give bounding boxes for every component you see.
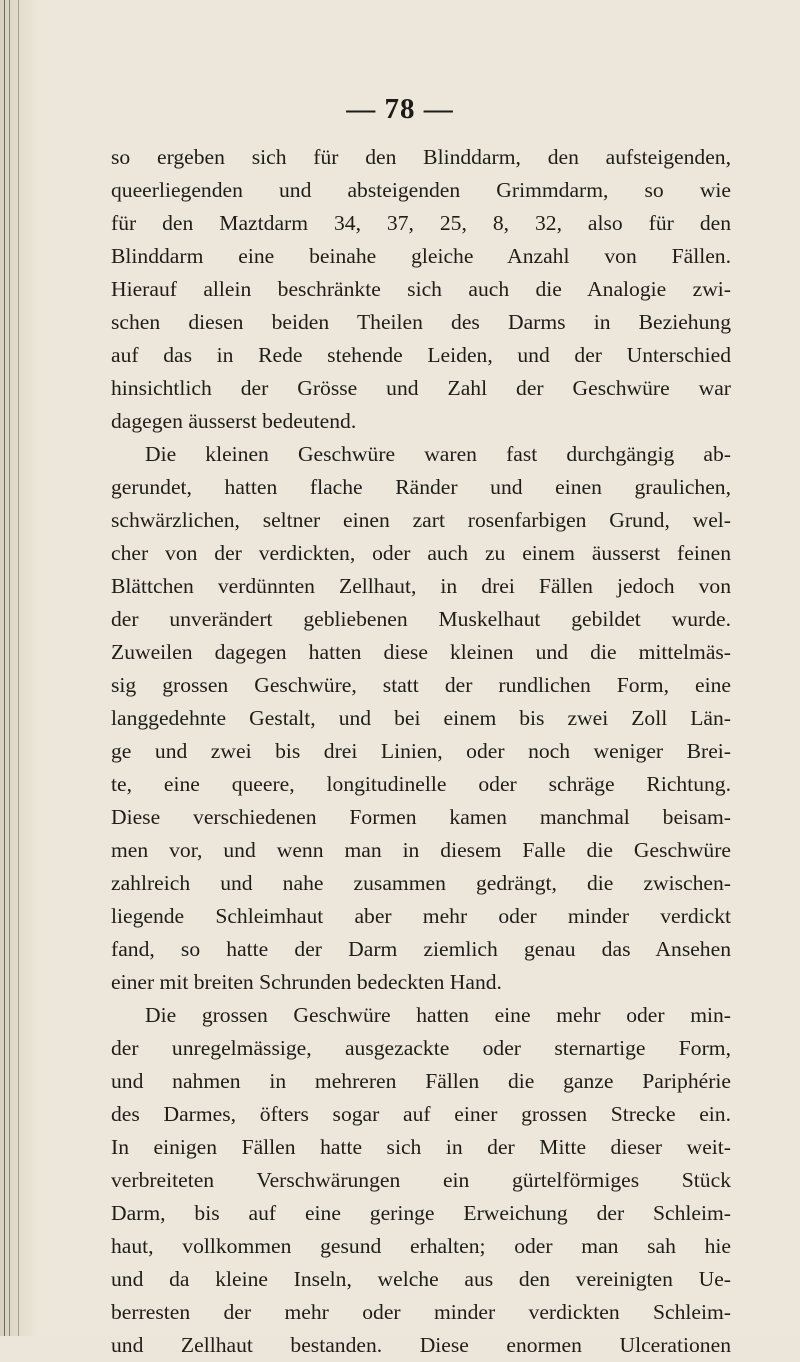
spine-edge-line (9, 0, 10, 1336)
text-line: für den Maztdarm 34, 37, 25, 8, 32, also für den (111, 211, 731, 235)
book-spine-shadow (0, 0, 40, 1336)
text-line: langgedehnte Gestalt, und bei einem bis zwei Zoll Län- (111, 706, 731, 730)
text-line: und Zellhaut bestanden. Diese enormen Ulcerationen (111, 1333, 731, 1357)
text-line: queerliegenden und absteigenden Grimmdarm, so wie (111, 178, 731, 202)
spine-edge-line (18, 0, 19, 1336)
text-line: dagegen äusserst bedeutend. (111, 409, 357, 433)
text-line: fand, so hatte der Darm ziemlich genau das Ansehen (111, 937, 731, 961)
text-line: cher von der verdickten, oder auch zu einem äusserst feinen (111, 541, 731, 565)
text-line: haut, vollkommen gesund erhalten; oder man sah hie (111, 1234, 731, 1258)
text-line: schwärzlichen, seltner einen zart rosenfarbigen Grund, wel- (111, 508, 731, 532)
text-line: liegende Schleimhaut aber mehr oder minder verdickt (111, 904, 731, 928)
text-line: Diese verschiedenen Formen kamen manchmal beisam- (111, 805, 731, 829)
body-text (111, 141, 731, 1362)
text-line: ge und zwei bis drei Linien, oder noch weniger Brei- (111, 739, 731, 763)
text-line: des Darmes, öfters sogar auf einer grossen Strecke ein. (111, 1102, 731, 1126)
text-line: Blättchen verdünnten Zellhaut, in drei Fällen jedoch von (111, 574, 731, 598)
text-line: Blinddarm eine beinahe gleiche Anzahl von Fällen. (111, 244, 731, 268)
text-line: Die kleinen Geschwüre waren fast durchgängig ab- (145, 442, 731, 466)
spine-edge-line (4, 0, 5, 1336)
text-line: men vor, und wenn man in diesem Falle die Geschwüre (111, 838, 731, 862)
text-line: berresten der mehr oder minder verdickten Schleim- (111, 1300, 731, 1324)
text-line: zahlreich und nahe zusammen gedrängt, die zwischen- (111, 871, 731, 895)
text-line: hinsichtlich der Grösse und Zahl der Geschwüre war (111, 376, 731, 400)
text-line: Die grossen Geschwüre hatten eine mehr oder min- (145, 1003, 731, 1027)
text-line: sig grossen Geschwüre, statt der rundlichen Form, eine (111, 673, 731, 697)
text-line: Hierauf allein beschränkte sich auch die Analogie zwi- (111, 277, 731, 301)
text-line: auf das in Rede stehende Leiden, und der Unterschied (111, 343, 731, 367)
page-number-header: — 78 — (346, 93, 454, 125)
text-line: und nahmen in mehreren Fällen die ganze Pariphérie (111, 1069, 731, 1093)
text-line: so ergeben sich für den Blinddarm, den aufsteigenden, (111, 145, 731, 169)
text-line: Zuweilen dagegen hatten diese kleinen und die mittelmäs- (111, 640, 731, 664)
text-line: gerundet, hatten flache Ränder und einen graulichen, (111, 475, 731, 499)
text-line: verbreiteten Verschwärungen ein gürtelförmiges Stück (111, 1168, 731, 1192)
text-line: te, eine queere, longitudinelle oder schräge Richtung. (111, 772, 731, 796)
text-line: Darm, bis auf eine geringe Erweichung der Schleim- (111, 1201, 731, 1225)
text-line: und da kleine Inseln, welche aus den vereinigten Ue- (111, 1267, 731, 1291)
text-line: In einigen Fällen hatte sich in der Mitte dieser weit- (111, 1135, 731, 1159)
text-line: schen diesen beiden Theilen des Darms in Beziehung (111, 310, 731, 334)
text-line: einer mit breiten Schrunden bedeckten Hand. (111, 970, 502, 994)
text-line: der unverändert gebliebenen Muskelhaut gebildet wurde. (111, 607, 731, 631)
text-line: der unregelmässige, ausgezackte oder sternartige Form, (111, 1036, 731, 1060)
